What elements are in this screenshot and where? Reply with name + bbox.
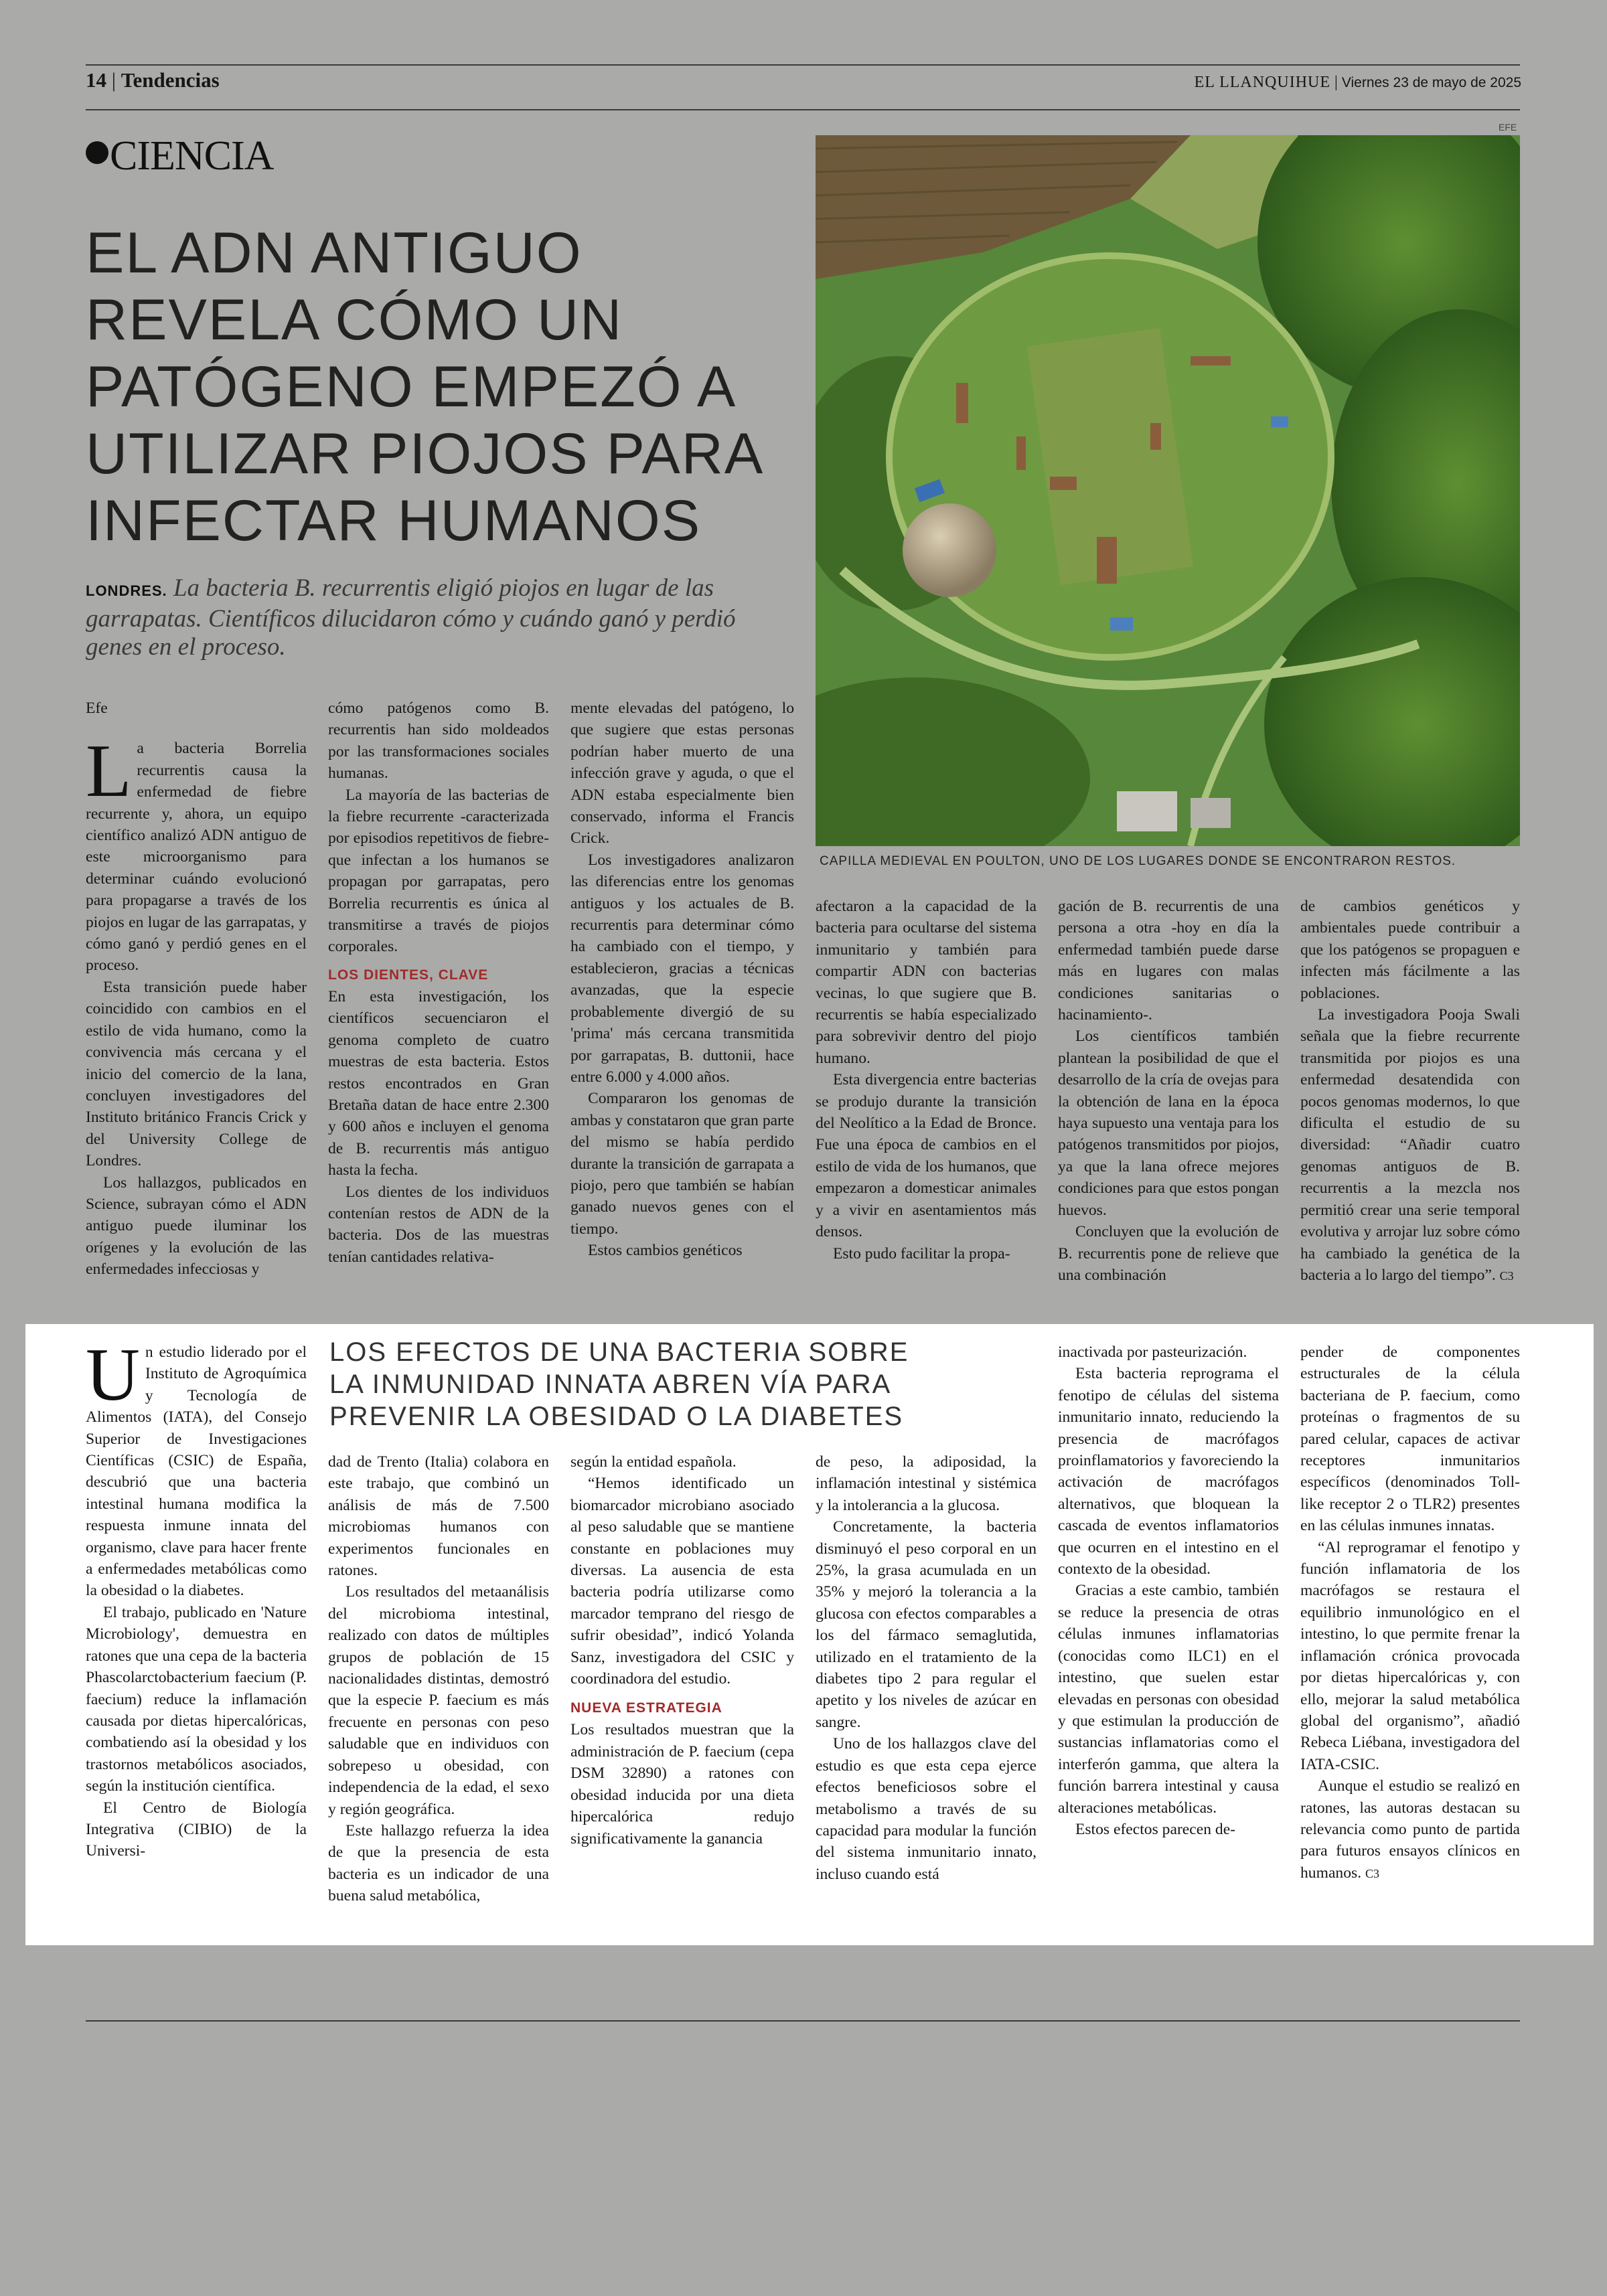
article2-para: inactivada por pasteurización. bbox=[1058, 1343, 1247, 1361]
end-mark: C3 bbox=[1365, 1866, 1380, 1880]
article2-column-1 bbox=[86, 1341, 307, 1931]
article1-column-1 bbox=[86, 698, 307, 1300]
article1-para: Los científicos también plantean la posibilidad de que el desarrollo de la cría de ovejas para la obtención de lana en la época haya supuesto una ventaja para los patógenos transmitidos por piojos, ya que la lana ofrece mejores condiciones para que estos pongan huevos. bbox=[1058, 1028, 1279, 1219]
newspaper-name: EL LLANQUIHUE bbox=[1194, 74, 1331, 91]
article1-para: Esto pudo facilitar la propa- bbox=[832, 1244, 1010, 1262]
article1-column-6 bbox=[1300, 896, 1520, 1300]
article1-para: gación de B. recurrentis de una persona a otra -hoy en día la enfermedad también puede darse más en lugares con malas condiciones sanitarias o hacinamiento-. bbox=[1058, 898, 1279, 1024]
article1-para: Concluyen que la evolución de B. recurrentis pone de relieve que una combinación bbox=[1058, 1223, 1279, 1284]
article2-column-2 bbox=[328, 1451, 549, 1931]
article2-para: El trabajo, publicado en 'Nature Microbiology', demuestra en ratones que una cepa de la bacteria Phascolarctobacterium faecium (P. faecium) reduce la inflamación causada por dietas hipercalóricas, combatiendo así la obesidad y los trastornos metabólicos asociados, según la institución científica. bbox=[86, 1603, 307, 1795]
kicker-dot-icon bbox=[86, 141, 108, 164]
article2-column-3 bbox=[570, 1451, 794, 1931]
article1-para: Compararon los genomas de ambas y constataron que gran parte del mismo se había perdido durante la transición de garrapata a piojo, pero que también se habían ganado nuevos genes con el tiempo. bbox=[570, 1090, 794, 1238]
page-header-left bbox=[86, 68, 220, 92]
article2-para: El Centro de Biología Integrativa (CIBIO) de la Universi- bbox=[86, 1799, 307, 1860]
article2-para: “Hemos identificado un biomarcador microbiano asociado al peso saludable que se mantiene constante en poblaciones muy diversas. La ausencia de esta bacteria podría utilizarse como marcador temprano del riesgo de sufrir obesidad”, indicó Yolanda Sanz, investigadora del CSIC y coordinadora del estudio. bbox=[570, 1475, 794, 1688]
article1-headline: EL ADN ANTIGUO REVELA CÓMO UN PATÓGENO EMPEZÓ A UTILIZAR PIOJOS PARA INFECTAR HUMANOS bbox=[86, 221, 761, 553]
article1-para: Esta transición puede haber coincidido con cambios en el estilo de vida humano, como la convivencia más cercana y el inicio del comercio de la lana, concluyen investigadores del Instituto británico Francis Crick y del University College de Londres. bbox=[86, 978, 307, 1170]
article2-para: Los resultados del metaanálisis del microbioma intestinal, realizado con datos de múltiples grupos de población de 15 nacionalidades distintas, demostró que la especie P. faecium es más frecuente en personas con peso saludable que en individuos con sobrepeso u obesidad, con independencia de la edad, el sexo y región geográfica. bbox=[328, 1583, 549, 1818]
article2-para: Estos efectos parecen de- bbox=[1075, 1820, 1236, 1838]
article2-para: pender de componentes estructurales de la célula bacteriana de P. faecium, como proteínas o fragmentos de su pared celular, capaces de activar receptores inmunitarios específicos (denominados Toll-like receptor 2 o TLR2) presentes en las células inmunes innatas. bbox=[1300, 1343, 1520, 1535]
article2-para: de peso, la adiposidad, la inflamación intestinal y sistémica y la intolerancia a la glucosa. bbox=[816, 1453, 1037, 1514]
article2-para: Aunque el estudio se realizó en ratones, las autoras destacan su relevancia como punto de partida para futuros ensayos clínicos en humanos. C3 bbox=[1300, 1777, 1520, 1882]
article1-para: Los hallazgos, publicados en Science, subrayan cómo el ADN antiguo puede iluminar los orígenes y la evolución de las enfermedades infecciosas y bbox=[86, 1173, 307, 1279]
issue-date: Viernes 23 de mayo de 2025 bbox=[1341, 75, 1521, 90]
end-mark: C3 bbox=[1499, 1268, 1514, 1283]
article2-column-5 bbox=[1058, 1341, 1279, 1931]
article1-para: Estos cambios genéticos bbox=[587, 1242, 743, 1260]
article1-column-5 bbox=[1058, 896, 1279, 1300]
dropcap: L bbox=[86, 730, 132, 813]
aerial-photo-illustration bbox=[816, 135, 1520, 846]
article1-para: La investigadora Pooja Swali señala que la fiebre recurrente transmitida por piojos es una enfermedad desatendida con pocos genomas modernos, lo que dificulta el estudio de su diversidad: “Añadir cuatro genomas antiguos de B. recurrentis a la mezcla nos permitió crear una serie temporal evolutiva y arrojar luz sobre cómo ha cambiado la genética de la bacteria a lo largo del tiempo”. C3 bbox=[1300, 1006, 1520, 1284]
article1-para: afectaron a la capacidad de la bacteria para ocultarse del sistema inmunitario y también para compartir ADN con bacterias vecinas, lo que sugiere que B. recurrentis se había especializado para sobrevivir dentro del piojo humano. bbox=[816, 898, 1037, 1067]
photo-credit: EFE bbox=[1499, 122, 1517, 133]
article2-para: dad de Trento (Italia) colabora en este trabajo, que combinó un análisis de más de 7.500 microbiomas humanos con experimentos funcionales en ratones. bbox=[328, 1453, 549, 1580]
header-rule bbox=[86, 109, 1520, 110]
article1-para: Los investigadores analizaron las diferencias entre los genomas antiguos y los actuales de B. recurrentis para determinar cómo ha cambiado con el tiempo, y establecieron, gracias a técnicas avanzadas, que la especie probablemente divergió de su 'prima' más cercana transmitida por garrapatas, B. duttonii, hace entre 6.000 y 4.000 años. bbox=[570, 851, 794, 1086]
article2-para: Los resultados muestran que la administración de P. faecium (cepa DSM 32890) a ratones con obesidad inducida por una dieta hipercalórica redujo significativamente la ganancia bbox=[570, 1721, 794, 1848]
article1-para: Esta divergencia entre bacterias se produjo durante la transición del Neolítico a la Edad de Bronce. Fue una época de cambios en el estilo de vida de los humanos, que empezaron a domesticar animales y a vivir en asentamientos más densos. bbox=[816, 1071, 1037, 1241]
article2-para: Esta bacteria reprograma el fenotipo de células del sistema inmunitario innato, reduciendo la presencia de macrófagos proinflamatorios y favoreciendo la activación de macrófagos alternativos, que bloquean la cascada de eventos inflamatorios que ocurren en el intestino en el contexto de la obesidad. bbox=[1058, 1365, 1279, 1578]
article2-para: Un estudio liderado por el Instituto de Agroquímica y Tecnología de Alimentos (IATA), del Consejo Superior de Investigaciones Científicas (CSIC) de España, descubrió que una bacteria intestinal humana modifica la respuesta inmune innata del organismo, clave para hacer frente a enfermedades metabólicas como la obesidad o la diabetes. bbox=[86, 1341, 307, 1600]
subhead-dientes: LOS DIENTES, CLAVE bbox=[328, 967, 489, 983]
article1-column-3 bbox=[570, 698, 794, 1300]
kicker bbox=[86, 133, 273, 179]
article1-para: cómo patógenos como B. recurrentis han sido moldeados por las transformaciones sociales humanas. bbox=[328, 700, 549, 783]
deck-text: La bacteria B. recurrentis eligió piojos en lugar de las garrapatas. Científicos dilucidaron cómo y cuándo ganó y perdió genes en el proceso. bbox=[86, 574, 736, 661]
article2-para: según la entidad española. bbox=[570, 1453, 737, 1471]
article2-column-6 bbox=[1300, 1341, 1520, 1931]
section-name: Tendencias bbox=[121, 68, 220, 92]
byline: Efe bbox=[86, 700, 108, 717]
article1-para: mente elevadas del patógeno, lo que sugiere que estas personas podrían haber muerto de una infección grave y aguda, o que el ADN estaba especialmente bien conservado, informa el Francis Crick. bbox=[570, 700, 794, 847]
dropcap: U bbox=[86, 1341, 140, 1416]
dateline: LONDRES. bbox=[86, 582, 167, 599]
article1-para: La bacteria Borrelia recurrentis causa la enfermedad de fiebre recurrente y, ahora, un equipo científico analizó ADN antiguo de este microorganismo para determinar cuándo evolucionó para propagarse a través de los piojos en lugar de las garrapatas, y cómo ganó y perdió genes en el proceso. bbox=[86, 730, 307, 975]
article2-para: Este hallazgo refuerza la idea de que la presencia de esta bacteria es un indicador de una buena salud metabólica, bbox=[328, 1821, 549, 1905]
article1-para: de cambios genéticos y ambientales puede contribuir a que los patógenos se propaguen e infecten más fácilmente a las poblaciones. bbox=[1300, 898, 1520, 1002]
article1-para: La mayoría de las bacterias de la fiebre recurrente -caracterizada por episodios repetitivos de fiebre- que infectan a los humanos se propagan por garrapatas, pero Borrelia recurrentis es única al transmitirse a través de piojos corporales. bbox=[328, 786, 549, 956]
article2-para: Concretamente, la bacteria disminuyó el peso corporal en un 25%, la grasa acumulada en un 35% y mejoró la tolerancia a la glucosa con efectos comparables a los del fármaco semaglutida, utilizado en el tratamiento de la diabetes tipo 2 para regular el apetito y los niveles de azúcar en sangre. bbox=[816, 1518, 1037, 1731]
kicker-text: CIENCIA bbox=[110, 133, 274, 179]
header-separator: | bbox=[111, 68, 121, 92]
bottom-rule bbox=[86, 2020, 1520, 2022]
article2-column-4 bbox=[816, 1451, 1037, 1931]
article2-para: Gracias a este cambio, también se reduce la presencia de otras células inmunes inflamatorias (conocidas como ILC1) en el intestino, que suelen estar elevadas en personas con obesidad y que estimulan la producción de sustancias inflamatorias como el interferón gamma, que altera la función barrera intestinal y causa alteraciones metabólicas. bbox=[1058, 1582, 1279, 1817]
aerial-photo bbox=[816, 135, 1520, 846]
article1-column-2 bbox=[328, 698, 549, 1300]
article2-para: Uno de los hallazgos clave del estudio es que esta cepa ejerce efectos beneficiosos sobre el metabolismo a través de su capacidad para modular la función del sistema inmunitario innato, incluso cuando está bbox=[816, 1735, 1037, 1883]
page-header-right: EL LLANQUIHUE | Viernes 23 de mayo de 2025 bbox=[1194, 74, 1521, 91]
photo-caption: CAPILLA MEDIEVAL EN POULTON, UNO DE LOS LUGARES DONDE SE ENCONTRARON RESTOS. bbox=[820, 854, 1456, 868]
article1-para: En esta investigación, los científicos secuenciaron el genoma completo de cuatro muestras de esta bacteria. Estos restos encontrados en Gran Bretaña datan de hace entre 2.300 y 600 años e incluyen el genoma de B. recurrentis más antiguo hasta la fecha. bbox=[328, 987, 549, 1179]
page-number: 14 bbox=[86, 68, 106, 92]
article1-column-4 bbox=[816, 896, 1037, 1300]
article1-para: Los dientes de los individuos contenían restos de ADN de la bacteria. Dos de las muestras tenían cantidades relativa- bbox=[328, 1183, 549, 1266]
top-rule bbox=[86, 64, 1520, 66]
article2-headline: LOS EFECTOS DE UNA BACTERIA SOBRE LA INMUNIDAD INNATA ABREN VÍA PARA PREVENIR LA OBESIDAD O LA DIABETES bbox=[329, 1337, 909, 1431]
article1-deck bbox=[86, 574, 795, 661]
subhead-nueva-estrategia: NUEVA ESTRATEGIA bbox=[570, 1700, 722, 1716]
article2-para: “Al reprogramar el fenotipo y función inflamatoria de los macrófagos se restaura el equilibrio inmunológico en el intestino, lo que permite frenar la inflamación crónica provocada por dietas hipercalóricas y, con ello, mejorar la salud metabólica global del organismo”, añadió Rebeca Liébana, investigadora del IATA-CSIC. bbox=[1300, 1538, 1520, 1773]
